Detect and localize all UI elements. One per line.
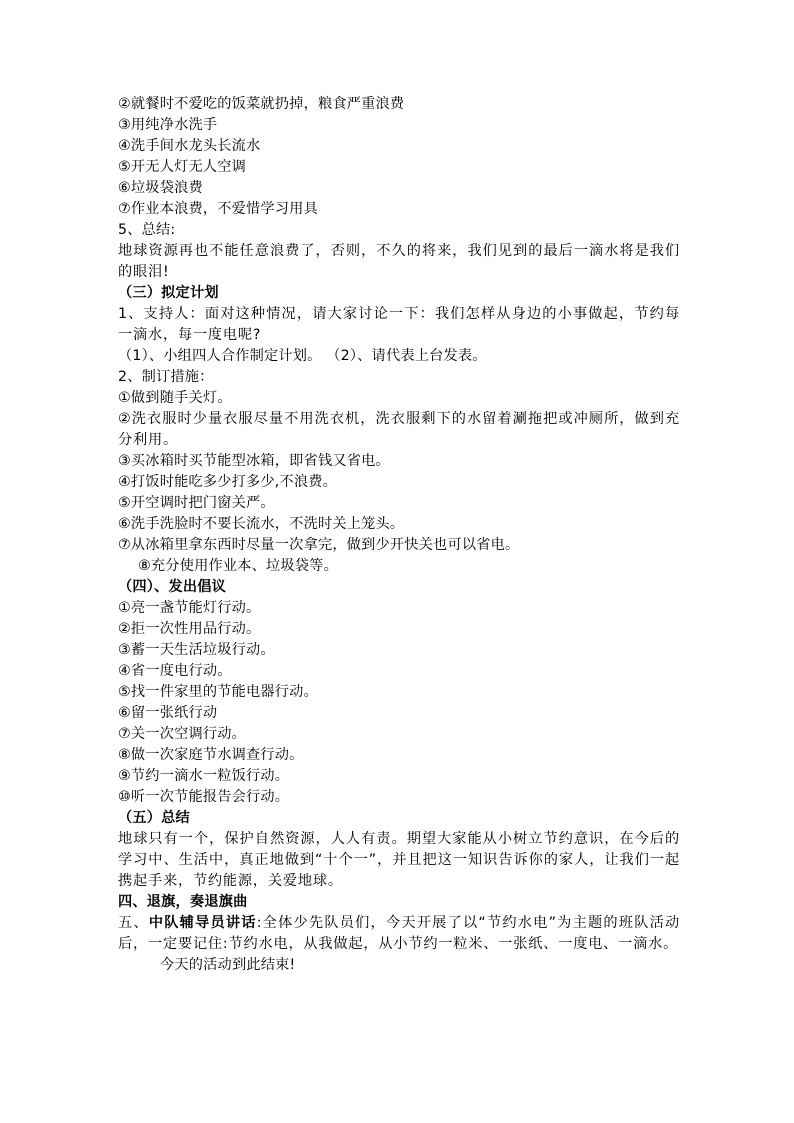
counselor-speech-text: :全体少先队员们，今天开展了以“节约水电”为主题的班队活动后，一定要记住:节约水电，从我做起，从小节约一粒米、一张纸、一度电、一滴水。 xyxy=(118,915,680,952)
measure-item: ④打饭时能吃多少打多少,不浪费。 xyxy=(118,474,338,490)
measures-heading: 2、制订措施： xyxy=(118,369,214,385)
proposal-item: ⑤找一件家里的节能电器行动。 xyxy=(118,684,318,700)
steps-line: （1）、小组四人合作制定计划。 （2）、请代表上台发表。 xyxy=(118,348,487,364)
proposal-item: ③蓄一天生活垃圾行动。 xyxy=(118,642,275,658)
measure-item: ⑤开空调时把门窗关严。 xyxy=(118,495,275,511)
section3-heading: （三）拟定计划 xyxy=(118,285,219,301)
summary-paragraph: 地球资源再也不能任意浪费了，否则，不久的将来，我们见到的最后一滴水将是我们的眼泪! xyxy=(118,243,680,280)
proposal-item: ④省一度电行动。 xyxy=(118,663,232,679)
waste-item: ⑦作业本浪费，不爱惜学习用具 xyxy=(118,201,318,217)
proposal-item: ⑩听一次节能报告会行动。 xyxy=(118,789,290,805)
host-paragraph: 1、支持人：面对这种情况，请大家讨论一下：我们怎样从身边的小事做起，节约每一滴水，每一度电呢? xyxy=(118,306,680,343)
proposal-item: ①亮一盏节能灯行动。 xyxy=(118,600,261,616)
waste-item: ②就餐时不爱吃的饭菜就扔掉，粮食严重浪费 xyxy=(118,96,405,112)
section5-heading: （五）总结 xyxy=(118,810,190,826)
section5-paragraph: 地球只有一个，保护自然资源，人人有责。期望大家能从小树立节约意识，在今后的学习中、生活中，真正地做到“十个一”，并且把这一知识告诉你的家人，让我们一起携起手来，节约能源，关爱地球。 xyxy=(118,831,680,889)
measure-item: ⑧充分使用作业本、垃圾袋等。 xyxy=(138,558,338,574)
measure-item: ③买冰箱时买节能型冰箱，即省钱又省电。 xyxy=(118,453,390,469)
measure-item: ⑦从冰箱里拿东西时尽量一次拿完，做到少开快关也可以省电。 xyxy=(118,537,520,553)
summary-heading: 5、总结: xyxy=(118,222,176,238)
counselor-speech-lead: 中队辅导员讲话 xyxy=(148,915,257,931)
proposal-item: ⑥留一张纸行动 xyxy=(118,705,218,721)
proposal-item: ②拒一次性用品行动。 xyxy=(118,621,261,637)
proposal-item: ⑨节约一滴水一粒饭行动。 xyxy=(118,768,290,784)
measure-item: ①做到随手关灯。 xyxy=(118,390,232,406)
waste-item: ⑤开无人灯无人空调 xyxy=(118,159,247,175)
document-page xyxy=(118,94,680,976)
waste-item: ⑥垃圾袋浪费 xyxy=(118,180,203,196)
proposal-item: ⑦关一次空调行动。 xyxy=(118,726,247,742)
closing-line: 今天的活动到此结束! xyxy=(160,957,296,973)
section4-heading: （四）、发出倡议 xyxy=(118,579,227,595)
proposal-item: ⑧做一次家庭节水调查行动。 xyxy=(118,747,304,763)
counselor-speech xyxy=(118,913,680,955)
measure-item: ②洗衣服时少量衣服尽量不用洗衣机，洗衣服剩下的水留着涮拖把或冲厕所，做到充分利用。 xyxy=(118,411,680,448)
measure-item: ⑥洗手洗脸时不要长流水，不洗时关上笼头。 xyxy=(118,516,405,532)
counselor-speech-number: 五、 xyxy=(118,915,149,931)
waste-item: ③用纯净水洗手 xyxy=(118,117,218,133)
part4-heading: 四、退旗，奏退旗曲 xyxy=(118,894,248,910)
waste-item: ④洗手间水龙头长流水 xyxy=(118,138,261,154)
